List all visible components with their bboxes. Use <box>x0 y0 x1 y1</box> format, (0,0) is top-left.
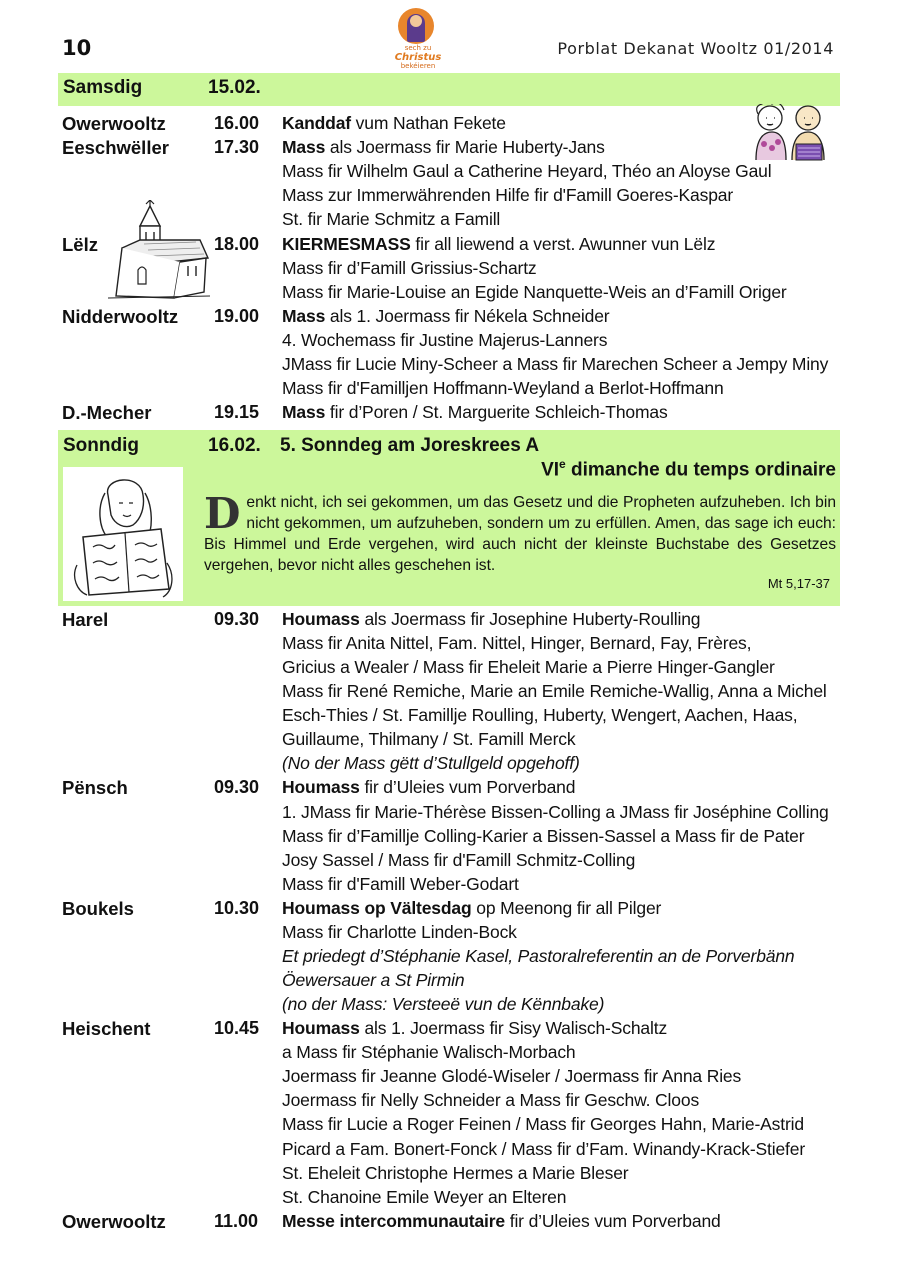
mass-intention <box>282 946 795 967</box>
mass-intention-text: St. fir Marie Schmitz a Famill <box>282 209 501 230</box>
schedule-row <box>0 1090 900 1114</box>
mass-intention-text: Mass fir Marie-Louise an Egide Nanquette-Weis an d’Famill Origer <box>282 281 787 302</box>
mass-type: Houmass <box>282 609 360 629</box>
schedule-row <box>0 657 900 681</box>
title-fr-numeral: VI <box>541 459 560 481</box>
mass-intention-text: als Joermass fir Josephine Huberty-Roulling <box>359 609 701 629</box>
saturday-day-label: Samsdig <box>63 77 143 98</box>
church-name: Nidderwooltz <box>62 305 179 327</box>
schedule-row <box>0 802 900 826</box>
sech-zu-christus-logo <box>388 8 452 74</box>
mass-intention-text: Mass fir d'Famill Weber-Godart <box>282 873 519 894</box>
mass-intention <box>282 922 517 943</box>
mass-intention-text: St. Chanoine Emile Weyer an Elteren <box>282 1186 567 1207</box>
schedule-row <box>0 705 900 729</box>
schedule-row <box>0 633 900 657</box>
quote-text: enkt nicht, ich sei gekommen, um das Gesetz und die Propheten aufzuheben. Ich bin nicht gekommen, um aufzuheben, sondern um zu erfüllen. Amen, das sage ich euch: Bis Himmel und Erde vergehen, wird auch nicht der kleinste Buchstabe des Gesetzes vergehen, bevor nicht alles geschehen ist. <box>204 494 836 574</box>
schedule-row <box>0 609 900 633</box>
sunday-liturgical-title: 5. Sonndeg am Joreskrees A <box>280 435 540 456</box>
church-name: D.-Mecher <box>62 402 152 424</box>
mass-type: Messe intercommunautaire <box>282 1210 506 1231</box>
church-name: Heischent <box>62 1018 151 1040</box>
schedule-row <box>0 378 900 402</box>
mass-time: 09.30 <box>214 609 260 629</box>
mass-intention-text: vum Nathan Fekete <box>350 113 506 133</box>
mass-intention <box>282 729 576 750</box>
mass-intention <box>282 1114 804 1135</box>
mass-intention-text: Mass fir d’Famillje Colling-Karier a Bissen-Sassel a Mass fir de Pater <box>282 825 805 846</box>
mass-time: 19.15 <box>214 402 260 423</box>
church-name: Lëlz <box>62 233 98 255</box>
gospel-quote <box>204 489 836 576</box>
schedule-row <box>0 1114 900 1138</box>
children-drawing <box>748 104 834 162</box>
mass-intention <box>282 1187 566 1208</box>
mass-intention-text: Guillaume, Thilmany / St. Famill Merck <box>282 729 576 750</box>
church-drawing <box>104 200 212 300</box>
mass-intention-text: fir d’Uleies vum Porverband <box>505 1210 721 1231</box>
schedule-row <box>0 1018 900 1042</box>
mass-type: Houmass <box>282 1018 360 1039</box>
mass-note: (No der Mass gëtt d’Stullgeld opgehoff) <box>282 753 580 774</box>
mass-intention <box>282 753 580 774</box>
schedule-row <box>0 1139 900 1163</box>
schedule-row <box>0 970 900 994</box>
schedule-row <box>0 1066 900 1090</box>
sunday-day-label: Sonndig <box>63 435 139 456</box>
schedule-row <box>0 994 900 1018</box>
mass-intention <box>282 633 751 654</box>
mass-time: 17.30 <box>214 137 260 158</box>
sunday-date: 16.02. <box>208 435 261 456</box>
mass-note: Et priedegt d’Stéphanie Kasel, Pastoralreferentin an de Porverbänn <box>282 945 795 966</box>
schedule-row <box>0 681 900 705</box>
mass-intention <box>282 113 506 134</box>
quote-reference: Mt 5,17-37 <box>767 576 830 591</box>
mass-intention-text: fir all liewend a verst. Awunner vun Lëlz <box>410 233 716 254</box>
mass-type: KIERMESMASS <box>282 233 411 254</box>
mass-time: 16.00 <box>214 113 260 133</box>
mass-intention <box>282 330 607 351</box>
mass-intention-text: Joermass fir Jeanne Glodé-Wiseler / Joermass fir Anna Ries <box>282 1066 742 1087</box>
mass-intention-text: 1. JMass fir Marie-Thérèse Bissen-Colling a JMass fir Joséphine Colling <box>282 801 829 822</box>
mass-intention <box>282 282 787 303</box>
schedule-row <box>0 922 900 946</box>
mass-intention <box>282 898 661 919</box>
mass-intention <box>282 1163 628 1184</box>
mass-intention <box>282 874 519 895</box>
mass-intention <box>282 234 715 255</box>
logo-line-3: bekéieren <box>400 62 436 70</box>
mass-intention <box>282 378 724 399</box>
schedule-row <box>0 753 900 777</box>
saturday-header-band <box>58 73 840 106</box>
mass-intention <box>282 1139 805 1160</box>
mass-intention <box>282 185 733 206</box>
mass-time: 11.00 <box>214 1210 259 1231</box>
schedule-row <box>0 402 900 426</box>
mass-intention-text: Mass fir Anita Nittel, Fam. Nittel, Hinger, Bernard, Fay, Frères, <box>282 633 752 654</box>
mass-intention-text: 4. Wochemass fir Justine Majerus-Lanners <box>282 329 608 350</box>
mass-time: 18.00 <box>214 233 260 254</box>
mass-time: 19.00 <box>214 305 260 326</box>
mass-intention <box>282 1211 721 1232</box>
mass-type: Mass <box>282 137 326 158</box>
schedule-row <box>0 330 900 354</box>
schedule-row <box>0 354 900 378</box>
mass-intention <box>282 657 775 678</box>
mass-intention <box>282 402 668 423</box>
publication-title: Porblat Dekanat Wooltz 01/2014 <box>557 39 834 58</box>
mass-intention-text: Mass fir d'Famillјen Hoffmann-Weyland a Berlot-Hoffmann <box>282 378 724 399</box>
church-name: Pënsch <box>62 777 128 799</box>
mass-note: (no der Mass: Versteeë vun de Kënnbake) <box>282 994 605 1015</box>
mass-intention <box>282 970 464 991</box>
mass-time: 10.30 <box>214 897 260 918</box>
mass-time: 09.30 <box>214 777 260 798</box>
schedule-row <box>0 1042 900 1066</box>
schedule-row <box>0 161 900 185</box>
saturday-date: 15.02. <box>208 77 261 98</box>
schedule-row <box>0 1163 900 1187</box>
mass-intention <box>282 306 609 327</box>
mass-intention <box>282 137 605 158</box>
mass-intention <box>282 1018 667 1039</box>
sunday-header-band <box>58 430 840 606</box>
church-name: Owerwooltz <box>62 113 166 134</box>
schedule-row <box>0 1211 900 1235</box>
mass-type: Houmass <box>282 777 360 798</box>
schedule-row <box>0 777 900 801</box>
mass-type: Mass <box>282 402 326 423</box>
mass-intention <box>282 705 798 726</box>
logo-text <box>388 44 448 71</box>
mass-intention-text: fir d’Poren / St. Marguerite Schleich-Thomas <box>325 402 668 423</box>
logo-circle-icon <box>398 8 434 44</box>
schedule-row <box>0 1187 900 1211</box>
mass-intention <box>282 161 772 182</box>
page-number: 10 <box>62 36 92 60</box>
church-name: Boukels <box>62 897 134 919</box>
mass-intention <box>282 209 500 230</box>
mass-intention-text: Joermass fir Nelly Schneider a Mass fir Geschw. Cloos <box>282 1090 700 1111</box>
mass-intention-text: Mass fir Wilhelm Gaul a Catherine Heyard, Théo an Aloyse Gaul <box>282 161 772 182</box>
mass-note: Öewersauer a St Pirmin <box>282 970 465 991</box>
mass-time: 10.45 <box>214 1018 260 1039</box>
church-name: Eeschwëller <box>62 137 169 159</box>
mass-intention <box>282 850 635 871</box>
mass-intention-text: als 1. Joermass fir Sisy Walisch-Schaltz <box>359 1018 668 1039</box>
mass-intention-text: JMass fir Lucie Miny-Scheer a Mass fir Marechen Scheer a Jempy Miny <box>282 354 829 374</box>
mass-intention <box>282 354 828 375</box>
mass-intention <box>282 826 804 847</box>
schedule-row <box>0 898 900 922</box>
page-header <box>0 0 900 74</box>
schedule-row <box>0 826 900 850</box>
mass-intention <box>282 1090 699 1111</box>
mass-intention <box>282 681 827 702</box>
mass-intention-text: Mass zur Immerwährenden Hilfe fir d'Famill Goeres-Kaspar <box>282 185 734 206</box>
mass-intention <box>282 1066 741 1087</box>
reader-drawing <box>63 467 183 601</box>
mass-intention-text: Esch-Thies / St. Famillje Roulling, Huberty, Wengert, Aachen, Haas, <box>282 705 798 726</box>
church-name: Owerwooltz <box>62 1210 166 1232</box>
mass-intention-text: fir d’Uleies vum Porverband <box>359 777 576 798</box>
church-name: Harel <box>62 609 109 630</box>
mass-type: Houmass op Vältesdag <box>282 897 472 918</box>
logo-line-2: Christus <box>394 52 442 63</box>
title-fr-superscript: e <box>559 457 566 471</box>
mass-type: Kanddaf <box>282 113 351 133</box>
schedule-row <box>0 850 900 874</box>
mass-intention-text: als 1. Joermass fir Nékela Schneider <box>325 305 610 326</box>
mass-intention-text: Mass fir Charlotte Linden-Bock <box>282 921 517 942</box>
quote-dropcap: D <box>204 489 241 538</box>
sunday-liturgical-title-fr <box>541 457 836 481</box>
mass-intention-text: op Meenong fir all Pilger <box>471 897 662 918</box>
mass-intention-text: Mass fir Lucie a Roger Feinen / Mass fir Georges Hahn, Marie-Astrid <box>282 1114 804 1135</box>
schedule-row <box>0 874 900 898</box>
mass-intention-text: Josy Sassel / Mass fir d'Famill Schmitz-Colling <box>282 849 636 870</box>
mass-intention-text: Gricius a Wealer / Mass fir Eheleit Marie a Pierre Hinger-Gangler <box>282 657 775 678</box>
mass-intention <box>282 994 604 1015</box>
mass-intention-text: als Joermass fir Marie Huberty-Jans <box>325 137 605 158</box>
schedule-row <box>0 306 900 330</box>
schedule-row <box>0 729 900 753</box>
title-fr-text: dimanche du temps ordinaire <box>565 459 836 481</box>
mass-intention <box>282 1042 576 1063</box>
mass-intention-text: a Mass fir Stéphanie Walisch-Morbach <box>282 1042 576 1063</box>
mass-intention-text: Mass fir d’Famill Grissius-Schartz <box>282 257 537 278</box>
mass-intention <box>282 777 575 798</box>
mass-type: Mass <box>282 305 326 326</box>
mass-intention-text: St. Eheleit Christophe Hermes a Marie Bleser <box>282 1162 629 1183</box>
schedule-row <box>0 946 900 970</box>
mass-intention-text: Mass fir René Remiche, Marie an Emile Remiche-Wallig, Anna a Michel <box>282 681 827 702</box>
mass-intention <box>282 802 829 823</box>
logo-line-1: sech zu <box>404 44 432 52</box>
mass-intention <box>282 609 700 630</box>
mass-intention-text: Picard a Fam. Bonert-Fonck / Mass fir d’Fam. Winandy-Krack-Stiefer <box>282 1138 806 1159</box>
mass-intention <box>282 258 537 279</box>
